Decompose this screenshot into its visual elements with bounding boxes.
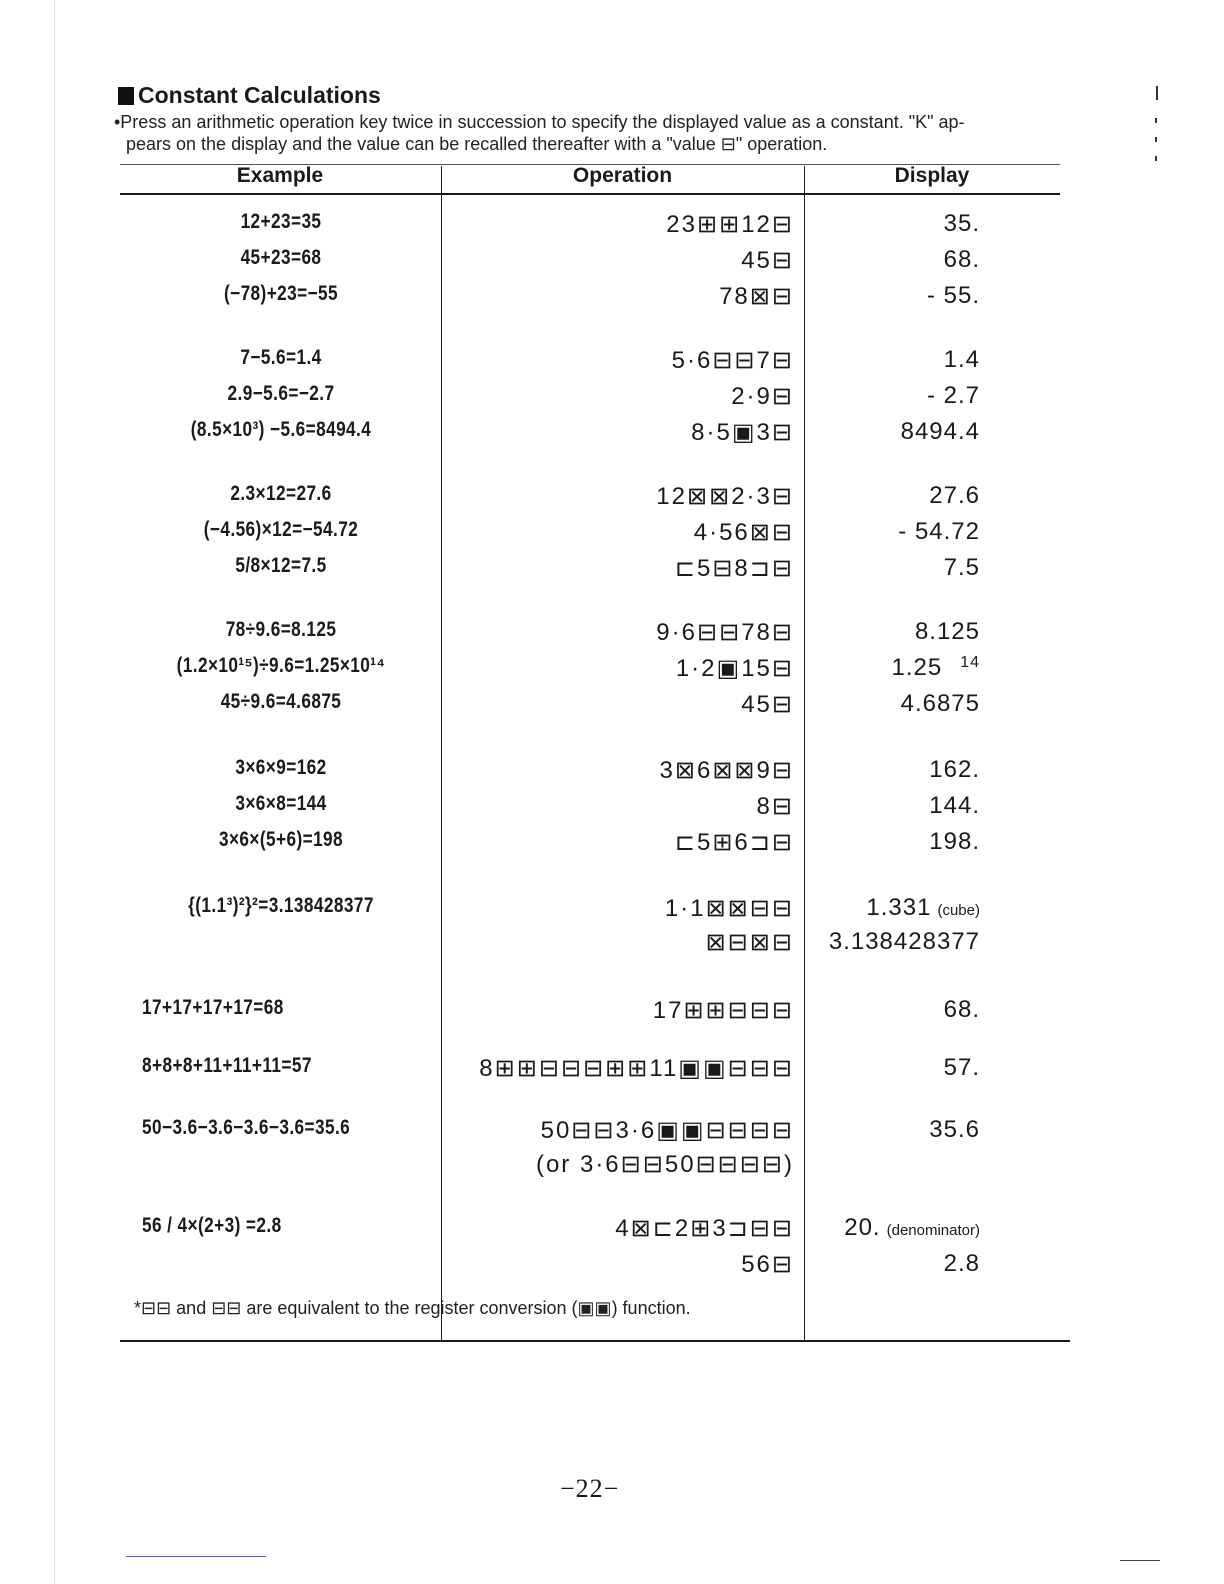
intro-text — [114, 111, 1074, 155]
operation-cell: 1·2▣15⊟ — [675, 655, 794, 682]
display-exponent: 14 — [960, 654, 980, 671]
example-cell: 78÷9.6=8.125 — [225, 618, 337, 641]
example-cell: 3×6×(5+6)=198 — [218, 828, 344, 851]
table-bottom-rule — [120, 1340, 1070, 1342]
display-cell — [820, 210, 980, 238]
table-row — [120, 618, 1080, 654]
display-note: (cube) — [937, 902, 980, 919]
table-row — [120, 654, 1080, 690]
example-cell: 2.9−5.6=−2.7 — [227, 382, 335, 405]
example-cell: 8+8+8+11+11+11=57 — [142, 1054, 312, 1077]
intro-line-2: pears on the display and the value can be recalled thereafter with a "value ⊟" operation. — [126, 134, 828, 154]
display-value: - 2.7 — [926, 382, 980, 409]
example-cell: (−4.56)×12=−54.72 — [203, 518, 359, 541]
display-cell — [820, 1250, 980, 1278]
display-value: 1.25 — [891, 654, 943, 681]
intro-line-1: •Press an arithmetic operation key twice in succession to specify the displayed value as a constant. "K" ap- — [114, 112, 965, 132]
example-cell: 45÷9.6=4.6875 — [220, 690, 342, 713]
display-value: 8.125 — [914, 618, 980, 645]
display-cell — [820, 246, 980, 274]
display-cell — [820, 756, 980, 784]
example-cell: 45+23=68 — [240, 246, 322, 269]
example-cell: 5/8×12=7.5 — [235, 554, 327, 577]
example-cell: 12+23=35 — [240, 210, 322, 233]
table-row — [120, 828, 1080, 864]
table-row — [120, 418, 1080, 454]
operation-cell: ⊏5⊞6⊐⊟ — [674, 829, 794, 856]
operation-cell: 12⊠⊠2·3⊟ — [656, 483, 794, 510]
table-row — [120, 246, 1080, 282]
display-cell — [820, 518, 980, 546]
bottom-decorative-line — [126, 1556, 266, 1557]
display-value: 57. — [943, 1054, 980, 1081]
display-value: - 54.72 — [898, 518, 980, 545]
example-cell: 50−3.6−3.6−3.6−3.6=35.6 — [142, 1116, 351, 1139]
display-value: 2.8 — [943, 1250, 980, 1277]
operation-cell: ⊠⊟⊠⊟ — [705, 929, 794, 956]
operation-cell: 5·6⊟⊟7⊟ — [671, 347, 794, 374]
table-row — [120, 1214, 1080, 1250]
display-cell — [820, 1214, 980, 1242]
display-cell — [820, 654, 980, 682]
display-value: 27.6 — [929, 482, 980, 509]
bullet-square-icon — [118, 87, 134, 105]
example-cell: (−78)+23=−55 — [223, 282, 339, 305]
section-heading-text: Constant Calculations — [138, 82, 381, 108]
display-cell — [820, 418, 980, 446]
example-cell: (8.5×10³) −5.6=8494.4 — [190, 418, 372, 441]
operation-cell: 17⊞⊞⊟⊟⊟ — [652, 997, 794, 1024]
display-cell — [820, 382, 980, 410]
display-cell — [820, 928, 980, 956]
table-row — [120, 1150, 1080, 1186]
operation-cell: ⊏5⊟8⊐⊟ — [674, 555, 794, 582]
display-value: 68. — [943, 996, 980, 1023]
table-row — [120, 482, 1080, 518]
display-cell — [820, 1116, 980, 1144]
table-row — [120, 1054, 1080, 1090]
example-cell: 3×6×9=162 — [235, 756, 327, 779]
display-cell — [820, 894, 980, 922]
table-row — [120, 894, 1080, 930]
table-row — [120, 518, 1080, 554]
display-value: 35. — [943, 210, 980, 237]
operation-cell: 45⊟ — [741, 691, 794, 718]
display-cell — [820, 554, 980, 582]
table-row — [120, 282, 1080, 318]
table-row — [120, 346, 1080, 382]
table-row — [120, 210, 1080, 246]
section-heading — [118, 82, 381, 109]
operation-cell: 9·6⊟⊟78⊟ — [656, 619, 794, 646]
footnote: *⊟⊟ and ⊟⊟ are equivalent to the register conversion (▣▣) function. — [134, 1298, 691, 1318]
table-row — [120, 756, 1080, 792]
operation-cell: 1·1⊠⊠⊟⊟ — [664, 895, 794, 922]
edge-mark — [1155, 156, 1157, 161]
operation-cell: 45⊟ — [741, 247, 794, 274]
edge-mark — [1155, 118, 1157, 123]
display-note: (denominator) — [886, 1222, 980, 1239]
display-value: 3.138428377 — [828, 928, 980, 955]
operation-cell: 8⊞⊞⊟⊟⊟⊞⊞11▣▣⊟⊟⊟ — [479, 1055, 794, 1082]
table-row — [120, 996, 1080, 1032]
display-cell — [820, 828, 980, 856]
page-margin-line — [54, 0, 55, 1584]
table-row — [120, 554, 1080, 590]
display-cell — [820, 1054, 980, 1082]
display-cell — [820, 346, 980, 374]
display-value: 162. — [929, 756, 980, 783]
table-row — [120, 1116, 1080, 1152]
display-cell — [820, 690, 980, 718]
display-value: 4.6875 — [900, 690, 980, 717]
operation-cell: 23⊞⊞12⊟ — [666, 211, 794, 238]
example-cell: 17+17+17+17=68 — [142, 996, 284, 1019]
edge-mark — [1155, 137, 1157, 142]
display-value: 8494.4 — [900, 418, 980, 445]
column-header-example: Example — [236, 164, 324, 187]
example-cell: 56 / 4×(2+3) =2.8 — [142, 1214, 282, 1237]
display-cell — [820, 282, 980, 310]
table-row — [120, 1250, 1080, 1286]
table-row — [120, 382, 1080, 418]
operation-cell: 56⊟ — [741, 1251, 794, 1278]
operation-cell: 78⊠⊟ — [719, 283, 794, 310]
display-value: 1.331 — [866, 894, 932, 921]
column-header-operation: Operation — [572, 164, 673, 187]
edge-mark — [1156, 86, 1158, 100]
example-cell: {(1.1³)²}²=3.138428377 — [188, 894, 374, 917]
display-cell — [820, 996, 980, 1024]
display-cell — [820, 482, 980, 510]
display-value: 198. — [929, 828, 980, 855]
operation-cell: 50⊟⊟3·6▣▣⊟⊟⊟⊟ — [540, 1117, 794, 1144]
display-value: 68. — [943, 246, 980, 273]
column-header-display: Display — [894, 164, 970, 187]
display-cell — [820, 792, 980, 820]
display-cell — [820, 618, 980, 646]
operation-cell: 4⊠⊏2⊞3⊐⊟⊟ — [615, 1215, 794, 1242]
example-cell: 2.3×12=27.6 — [230, 482, 332, 505]
operation-cell: 4·56⊠⊟ — [693, 519, 794, 546]
example-cell: 7−5.6=1.4 — [240, 346, 322, 369]
example-cell: (1.2×10¹⁵)÷9.6=1.25×10¹⁴ — [176, 654, 386, 677]
display-value: 35.6 — [929, 1116, 980, 1143]
corner-mark — [1120, 1560, 1160, 1561]
display-value: - 55. — [926, 282, 980, 309]
operation-cell: 3⊠6⊠⊠9⊟ — [659, 757, 794, 784]
display-value: 7.5 — [943, 554, 980, 581]
table-row — [120, 690, 1080, 726]
operation-cell: 8⊟ — [756, 793, 794, 820]
example-cell: 3×6×8=144 — [235, 792, 327, 815]
operation-cell: 8·5▣3⊟ — [691, 419, 794, 446]
table-top-rule — [120, 193, 1060, 195]
table-row — [120, 792, 1080, 828]
display-value: 20. — [844, 1214, 881, 1241]
page-number: −22− — [560, 1474, 620, 1503]
display-value: 144. — [929, 792, 980, 819]
operation-cell: (or 3·6⊟⊟50⊟⊟⊟⊟) — [535, 1151, 794, 1178]
operation-cell: 2·9⊟ — [731, 383, 794, 410]
table-row — [120, 928, 1080, 964]
display-value: 1.4 — [943, 346, 980, 373]
